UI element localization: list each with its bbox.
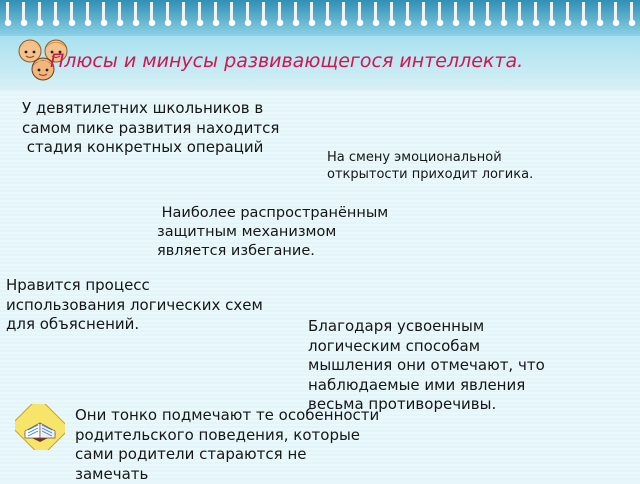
slide-title: Плюсы и минусы развивающегося интеллекта. <box>50 50 524 72</box>
child-face-left <box>19 40 41 62</box>
text-block-contradictions: Благодаря усвоенным логическим способам мышления они отмечают, что наблюдаемые ими явления весьма противоречивы. <box>308 317 545 413</box>
text-block-school-stage: У девятилетних школьников в самом пике развития находится стадия конкретных операций <box>22 99 280 156</box>
spiral-rings <box>0 2 640 28</box>
text-block-logic: На смену эмоциональной открытости приходит логика. <box>327 150 534 182</box>
text-block-logic-schemes: Нравится процесс использования логических схем для объяснений. <box>6 276 263 333</box>
open-book-icon <box>15 404 65 450</box>
text-block-defense-mechanism: Наиболее распространённым защитным механизмом является избегание. <box>157 205 389 259</box>
text-block-parental-behavior: Они тонко подмечают те особенности родительского поведения, которые сами родители стараются не замечать <box>75 406 380 483</box>
notebook-spiral-band <box>0 0 640 36</box>
